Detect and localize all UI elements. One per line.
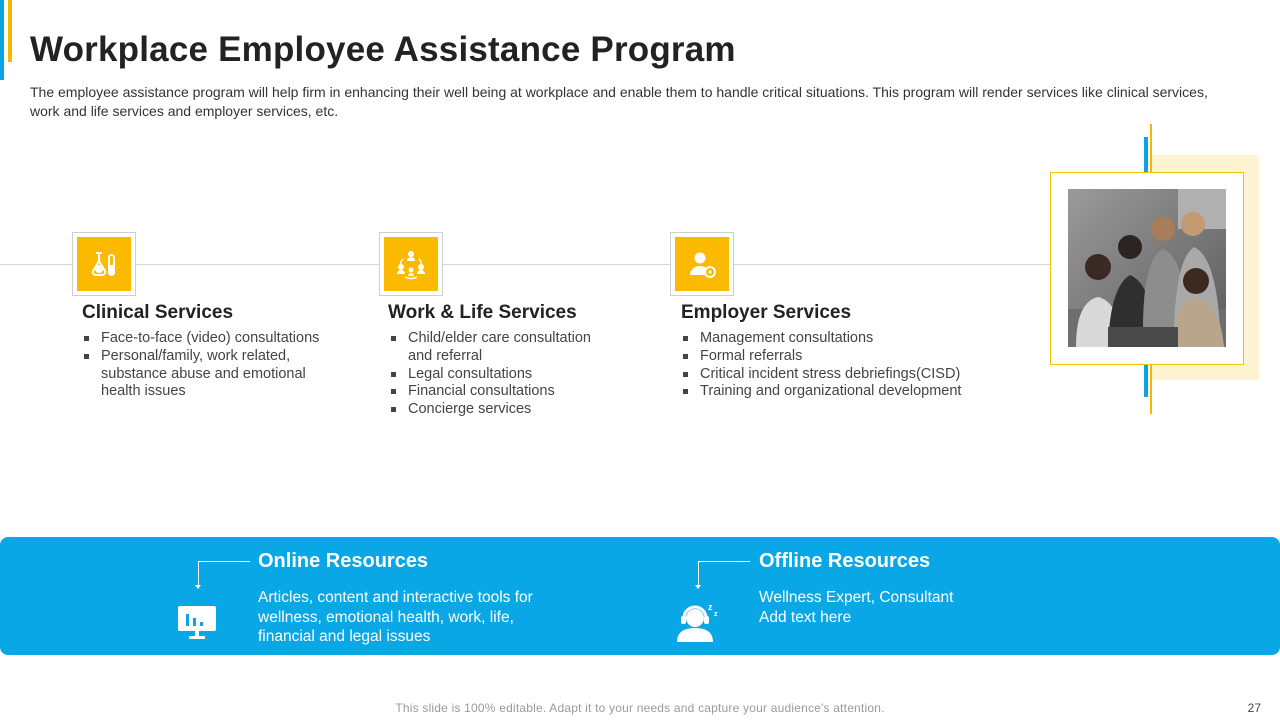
accent-bar-yellow [8,0,12,62]
clinical-services-icon-frame [72,232,136,296]
monitor-chart-icon [176,604,218,645]
slide-title: Workplace Employee Assistance Program [30,30,736,69]
people-network-icon [384,237,438,291]
slide-subtitle: The employee assistance program will help firm in enhancing their well being at workplace and enable them to handle critical situations. This program will render services like clinical services, work and life services and employer services, etc. [30,84,1208,119]
list-item: Personal/family, work related, substance abuse and emotional health issues [82,348,332,401]
list-item: Management consultations [681,330,991,348]
list-item: Formal referrals [681,348,991,366]
offline-connector-drop [698,561,699,585]
employer-services-title: Employer Services [681,302,852,323]
employee-settings-icon [675,237,729,291]
list-item: Critical incident stress debriefings(CISD) [681,366,991,384]
online-connector-arrow [195,585,201,589]
offline-connector-line [698,561,750,562]
list-item: Concierge services [389,401,619,419]
timeline-line [0,264,1052,265]
offline-resources-text: Wellness Expert, Consultant Add text here [759,589,954,626]
team-photo-frame [1050,172,1244,365]
clinical-services-list [82,330,332,401]
svg-text:z: z [714,611,718,618]
accent-bar-blue [0,0,4,80]
online-connector-drop [198,561,199,585]
list-item: Training and organizational development [681,383,991,401]
list-item: Financial consultations [389,383,619,401]
lab-flask-icon [77,237,131,291]
online-resources-title: Online Resources [258,550,429,572]
page-number: 27 [1247,701,1261,715]
clinical-services-title: Clinical Services [82,302,234,323]
online-resources-text: Articles, content and interactive tools for wellness, emotional health, work, life, financial and legal issues [258,589,533,645]
support-agent-icon [674,600,722,649]
list-item: Legal consultations [389,366,619,384]
list-item: Child/elder care consultation and referral [389,330,619,366]
team-photo [1068,189,1226,347]
list-item: Face-to-face (video) consultations [82,330,332,348]
online-connector-line [198,561,250,562]
offline-resources-title: Offline Resources [759,550,931,572]
offline-connector-arrow [695,585,701,589]
svg-text:z: z [708,602,713,612]
employer-services-list [681,330,991,401]
work-life-services-list [389,330,619,419]
work-life-services-title: Work & Life Services [388,302,577,323]
employer-services-icon-frame [670,232,734,296]
work-life-services-icon-frame [379,232,443,296]
footer-note: This slide is 100% editable. Adapt it to your needs and capture your audience's attention. [395,701,885,715]
